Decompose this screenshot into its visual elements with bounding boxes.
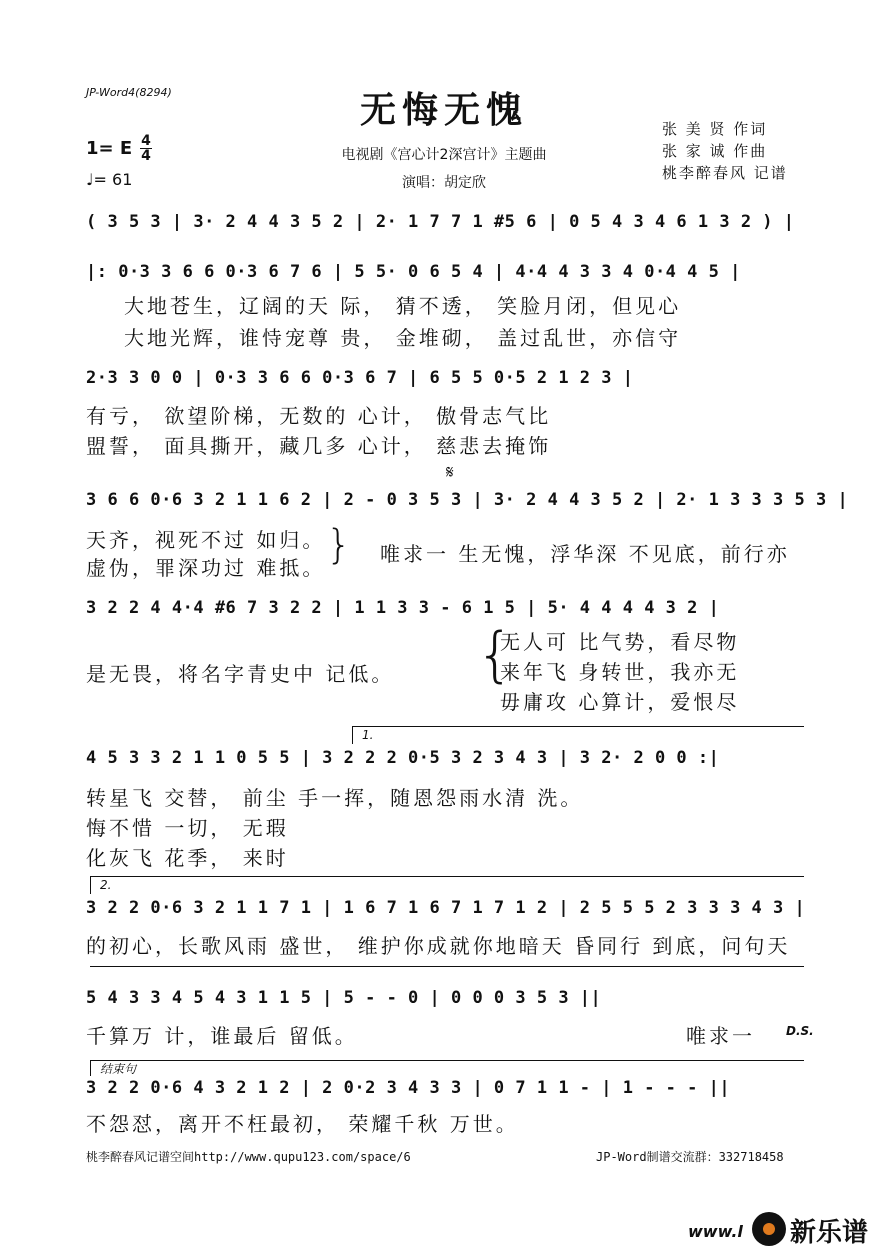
software-note: JP-Word4(8294) [86, 86, 172, 99]
dal-segno-mark: D.S. [786, 1024, 814, 1038]
lyric-verse-c: 毋庸攻 心算计，爱恨尽 [500, 690, 740, 714]
volta-bracket-2-edge [90, 876, 91, 894]
lyric-main: 是无畏，将名字青史中 记低。 [86, 662, 395, 686]
volta-bracket-2-continued [90, 966, 804, 967]
lyric-verse-b: 来年飞 身转世，我亦无 [500, 660, 740, 684]
lyric-return: 唯求一 [686, 1024, 755, 1048]
lyric-verse-1: 有亏， 欲望阶梯，无数的 心计， 傲骨志气比 [86, 404, 552, 428]
notation-line: 3 6 6 0·6 3 2 1 1 6 2 | 2 - 0 3 5 3 | 3· 2 4 4 3 5 2 | 2· 1 3 3 3 5 3 | [86, 490, 849, 510]
volta-label-1: 1. [362, 728, 374, 742]
notation-line: 4 5 3 3 2 1 1 0 5 5 | 3 2 2 2 0·5 3 2 3 4 3 | 3 2· 2 0 0 :| [86, 748, 720, 768]
footer-source: 桃李醉春风记谱空间http://www.qupu123.com/space/6 [86, 1150, 411, 1164]
segno-sign: 𝄋 [446, 462, 454, 483]
verse-brace: } [326, 522, 352, 568]
lyric-verse-1: 天齐，视死不过 如归。 [86, 528, 326, 552]
notation-line: 3 2 2 0·6 3 2 1 1 7 1 | 1 6 7 1 6 7 1 7 1 2 | 2 5 5 5 2 3 3 3 4 3 | [86, 898, 806, 918]
notation-line: 3 2 2 4 4·4 #6 7 3 2 2 | 1 1 3 3 - 6 1 5 | 5· 4 4 4 4 3 2 | [86, 598, 720, 618]
lyric-verse-1: 千算万 计，谁最后 留低。 [86, 1024, 358, 1048]
lyric-verse-2: 虚伪，罪深功过 难抵。 [86, 556, 326, 580]
singer-credit: 演唱：胡定欣 [402, 175, 486, 191]
volta-bracket-1-edge [352, 726, 353, 744]
notation-line: 3 2 2 0·6 4 3 2 1 2 | 2 0·2 3 4 3 3 | 0 7 1 1 - | 1 - - - || [86, 1078, 731, 1098]
volta-bracket-1 [352, 726, 804, 727]
lyric-verse-2: 盟誓， 面具撕开，藏几多 心计， 慈悲去掩饰 [86, 434, 552, 458]
volta-label-2: 2. [100, 878, 112, 892]
coda-label: 结束句 [100, 1062, 137, 1076]
lyric-verse-2: 悔不惜 一切， 无瑕 [86, 816, 289, 840]
lyric-verse-3: 化灰飞 花季， 来时 [86, 846, 289, 870]
lyric-verse-a: 无人可 比气势，看尽物 [500, 630, 740, 654]
lyric-chorus: 唯求一 生无愧，浮华深 不见底，前行亦 [380, 542, 790, 566]
lyricist-credit: 张 美 贤 作词 [662, 120, 768, 138]
lyric-verse-1: 转星飞 交替， 前尘 手一挥，随恩怨雨水清 洗。 [86, 786, 584, 810]
coda-bracket-edge [90, 1060, 91, 1076]
notation-line: ( 3 5 3 | 3· 2 4 4 3 5 2 | 2· 1 7 7 1 #5 6 | 0 5 4 3 4 6 1 3 2 ) | [86, 212, 795, 232]
notation-line: 5 4 3 3 4 5 4 3 1 1 5 | 5 - - 0 | 0 0 0 3 5 3 || [86, 988, 602, 1008]
footer-group: JP-Word制谱交流群：332718458 [596, 1150, 784, 1164]
watermark-brand: 新乐谱 [790, 1218, 869, 1248]
composer-credit: 张 家 诚 作曲 [662, 142, 768, 160]
notation-line: 2·3 3 0 0 | 0·3 3 6 6 0·3 6 7 | 6 5 5 0·5 2 1 2 3 | [86, 368, 634, 388]
time-signature [140, 134, 152, 163]
time-signature-bottom: 4 [141, 148, 151, 164]
lyric-verse-1: 大地苍生，辽阔的天 际， 猜不透， 笑脸月闭，但见心 [124, 294, 682, 318]
record-disc-icon [752, 1212, 786, 1246]
song-subtitle: 电视剧《宫心计2深宫计》主题曲 [341, 147, 547, 163]
time-signature-top: 4 [141, 133, 151, 149]
watermark-url: www.l [688, 1222, 743, 1241]
coda-bracket [90, 1060, 804, 1061]
volta-bracket-2 [90, 876, 804, 877]
transcriber-credit: 桃李醉春风 记谱 [662, 164, 788, 182]
lyric-verse-1: 不怨怼，离开不枉最初， 荣耀千秋 万世。 [86, 1112, 519, 1136]
song-title: 无悔无愧 [359, 89, 528, 131]
tempo-marking: ♩= 61 [86, 170, 133, 189]
key-signature: 1= E [86, 138, 133, 159]
verse-brace: { [476, 620, 515, 690]
notation-line: |: 0·3 3 6 6 0·3 6 7 6 | 5 5· 0 6 5 4 | 4·4 4 3 3 4 0·4 4 5 | [86, 262, 741, 282]
lyric-verse-2: 大地光辉，谁恃宠尊 贵， 金堆砌， 盖过乱世，亦信守 [124, 326, 682, 350]
lyric-verse-1: 的初心，长歌风雨 盛世， 维护你成就你地暗天 昏同行 到底，问句天 [86, 934, 791, 958]
